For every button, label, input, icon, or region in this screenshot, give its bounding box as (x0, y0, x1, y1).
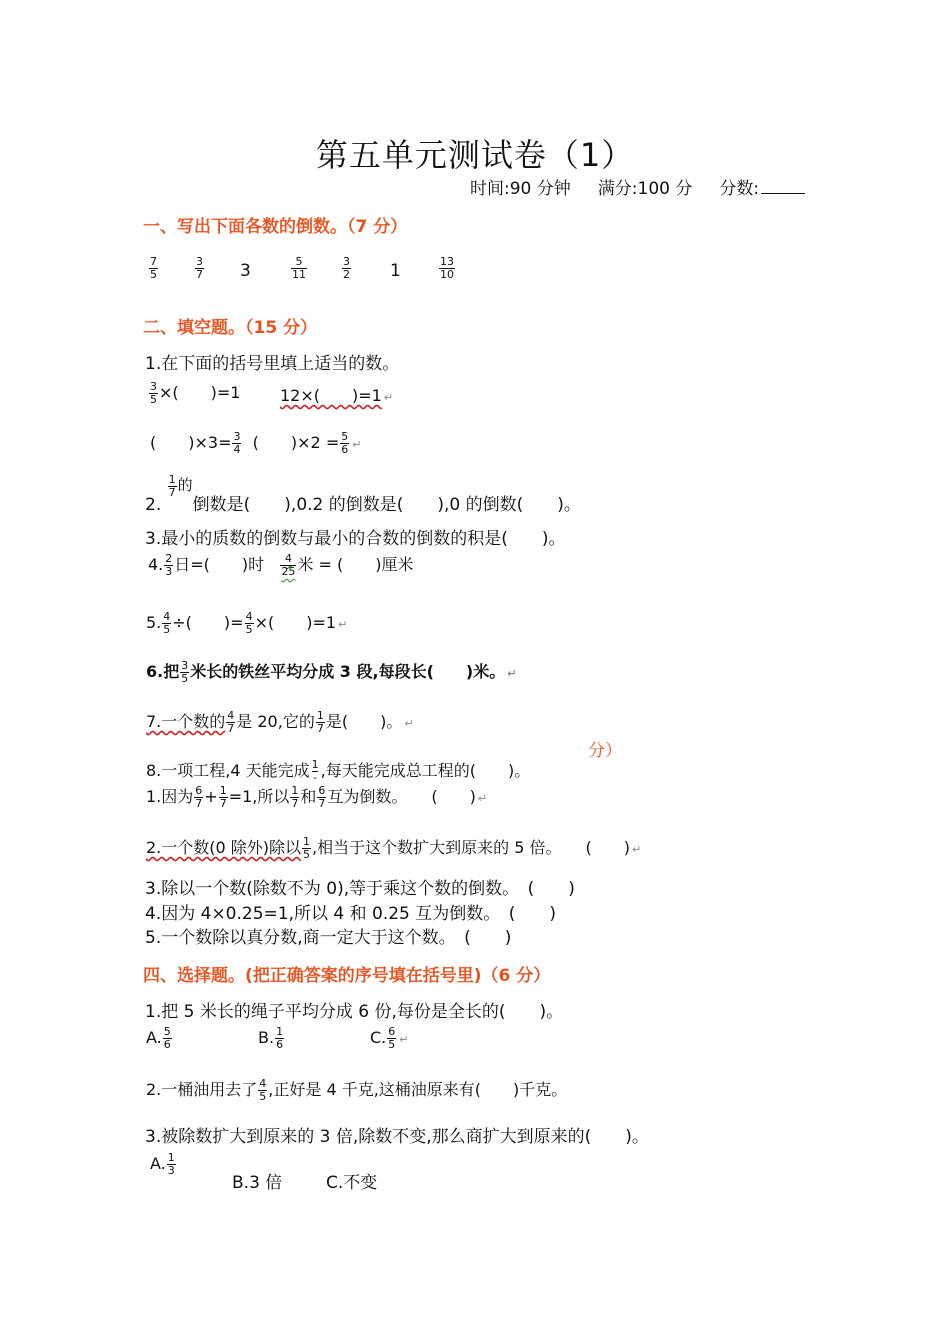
item-frac-7: $\frac{13}{10}$ (440, 255, 454, 281)
section-2-heading: 二、填空题。（15 分） (143, 318, 318, 338)
s4-q1-option-a: A. $\frac{5}{6}$ (146, 1025, 171, 1051)
s4-q3: 3.被除数扩大到原来的 3 倍,除数不变,那么商扩大到原来的( )。 (145, 1127, 649, 1147)
s2-q1: 1.在下面的括号里填上适当的数。 (145, 354, 400, 374)
item-frac-1: $\frac{7}{5}$ (150, 255, 157, 281)
s2-q6: 6.把 $\frac{3}{5}$ 米长的铁丝平均分成 3 段,每段长( )米。 ↵ (146, 659, 517, 685)
s2-q2: 2. $\frac{1}{7}$ 的倒数是( ),0.2 的倒数是( ),0 的倒数( )。 (145, 473, 581, 515)
s3-q1: 1.因为 $\frac{6}{7}$ + $\frac{1}{7}$ =1,所以 $\frac{1}{7}$ 和 $\frac{6}{7}$ 互为倒数。 ( ) ↵ (146, 784, 488, 810)
item-int-3: 3 (240, 261, 251, 281)
s4-q3-option-b: B.3 倍 (232, 1173, 283, 1193)
s2-q3: 3.最小的质数的倒数与最小的合数的倒数的积是( )。 (145, 529, 566, 549)
s2-q1c: ( )×3= $\frac{3}{4}$ ( )×2 = $\frac{5}{6}$ ↵ (150, 430, 362, 456)
score-blank[interactable] (761, 179, 805, 194)
s4-q1: 1.把 5 米长的绳子平均分成 6 份,每份是全长的( )。 (145, 1002, 564, 1022)
full-score-label: 满分:100 分 (597, 179, 693, 199)
s2-q7: 7.一个数的 $\frac{4}{7}$ 是 20,它的 $\frac{1}{7}$ 是( )。 ↵ (146, 709, 414, 735)
s2-q1a: $\frac{3}{5}$ ×( )=1 (150, 380, 241, 406)
item-int-6: 1 (390, 261, 401, 281)
reciprocal-items (148, 256, 488, 292)
s4-q1-option-c: C. $\frac{6}{5}$ ↵ (370, 1025, 409, 1051)
s3-q5: 5.一个数除以真分数,商一定大于这个数。 ( ) (145, 928, 512, 948)
section-1-heading: 一、写出下面各数的倒数。（7 分） (143, 217, 408, 237)
s4-q3-option-c: C.不变 (326, 1173, 378, 1193)
s2-q5: 5. $\frac{4}{5}$ ÷( )= $\frac{4}{5}$ ×( )=1 ↵ (146, 610, 348, 636)
exam-meta (470, 174, 805, 199)
s4-q3-option-a: A. $\frac{1}{3}$ (150, 1151, 175, 1177)
s3-q3: 3.除以一个数(除数不为 0),等于乘这个数的倒数。 ( ) (145, 879, 575, 899)
score-label: 分数: (719, 179, 760, 199)
time-label: 时间:90 分钟 (470, 179, 571, 199)
s4-q1-option-b: B. $\frac{1}{6}$ (258, 1025, 284, 1051)
s3-q2: 2.一个数(0 除外)除以 $\frac{1}{5}$ ,相当于这个数扩大到原来的 5 倍。 ( ) ↵ (146, 835, 642, 861)
s2-q8: 8.一项工程,4 天能完成 $\frac{1}{-}$ ,每天能完成总工程的( )。 (146, 758, 531, 784)
s2-q4: 4. $\frac{2}{3}$ 日=( )时 $\frac{4}{25}$ 米 = ( )厘米 (148, 552, 414, 578)
s4-q2: 2.一桶油用去了 $\frac{4}{5}$ ,正好是 4 千克,这桶油原来有( )千克。 (146, 1077, 568, 1103)
section-3-heading-fragment: 分） (588, 741, 622, 761)
item-frac-2: $\frac{3}{7}$ (196, 255, 203, 281)
item-frac-5: $\frac{3}{2}$ (343, 255, 350, 281)
s2-q1b: 12×( )=1 ↵ (280, 386, 394, 405)
item-frac-4: $\frac{5}{11}$ (292, 255, 306, 281)
s3-q4: 4.因为 4×0.25=1,所以 4 和 0.25 互为倒数。 ( ) (145, 904, 557, 924)
page-title: 第五单元测试卷（1） (315, 136, 635, 174)
section-4-heading: 四、选择题。(把正确答案的序号填在括号里)（6 分） (143, 966, 551, 986)
